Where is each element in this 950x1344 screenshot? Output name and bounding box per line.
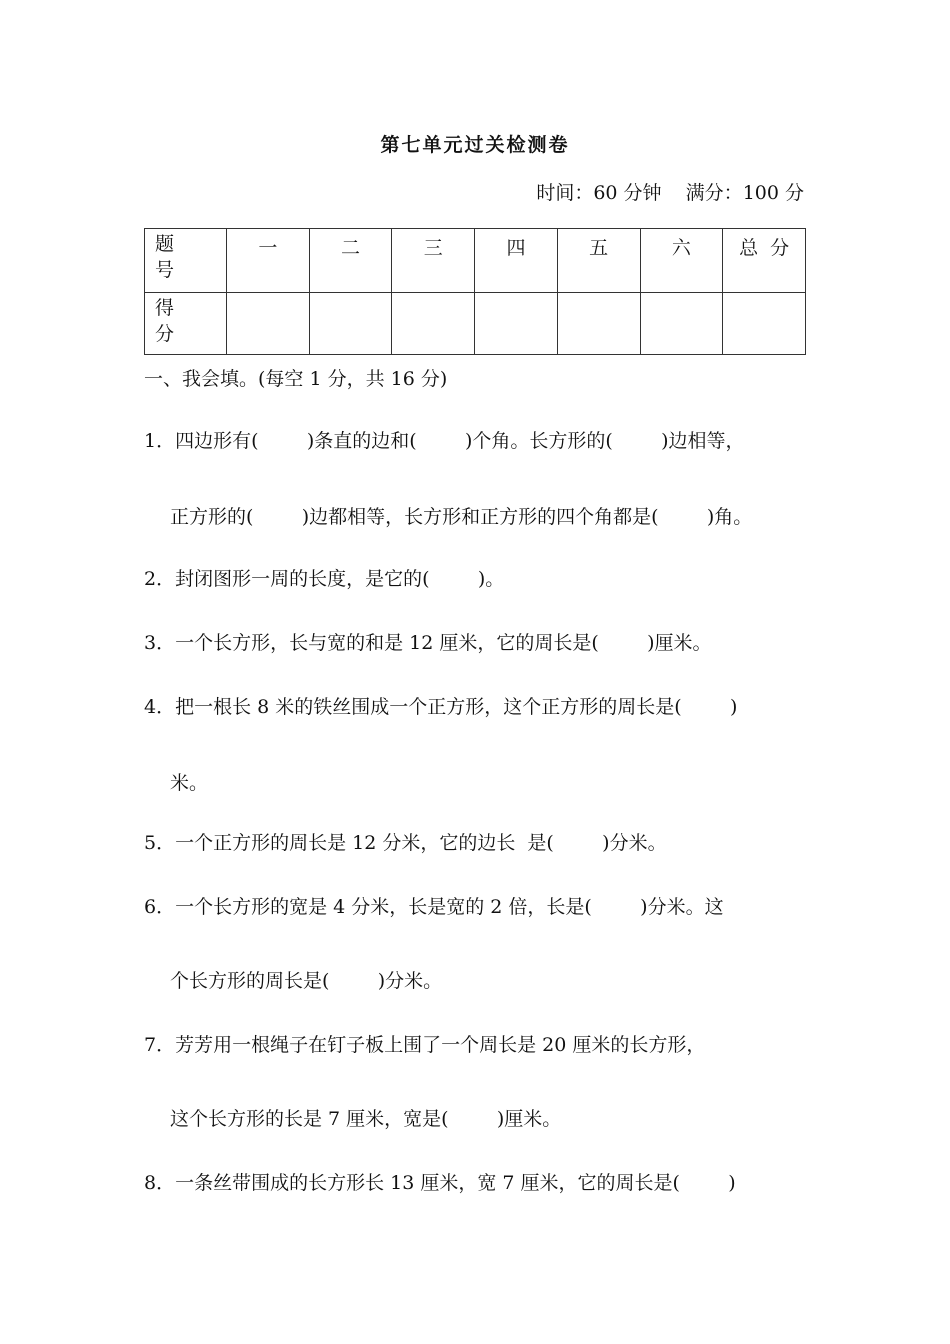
question-5: 5．一个正方形的周长是 12 分米，它的边长 是( )分米。 — [144, 832, 667, 854]
col-head-total: 总 分 — [723, 229, 806, 293]
table-row — [145, 229, 806, 293]
row-head-score — [145, 293, 227, 355]
question-3: 3．一个长方形，长与宽的和是 12 厘米，它的周长是( )厘米。 — [144, 632, 712, 654]
score-cell[interactable] — [309, 293, 392, 355]
page-title: 第七单元过关检测卷 — [380, 134, 570, 156]
question-8: 8．一条丝带围成的长方形长 13 厘米，宽 7 厘米，它的周长是( ) — [144, 1172, 736, 1194]
question-4-line-1: 4．把一根长 8 米的铁丝围成一个正方形，这个正方形的周长是( ) — [144, 696, 738, 718]
score-cell[interactable] — [392, 293, 475, 355]
col-head: 五 — [557, 229, 640, 293]
question-7-line-2: 这个长方形的长是 7 厘米，宽是( )厘米。 — [170, 1108, 562, 1130]
score-cell[interactable] — [227, 293, 310, 355]
table-row — [145, 293, 806, 355]
question-1-line-1: 1．四边形有( )条直的边和( )个角。长方形的( )边相等， — [144, 430, 745, 452]
question-7-line-1: 7．芳芳用一根绳子在钉子板上围了一个周长是 20 厘米的长方形， — [144, 1034, 706, 1056]
col-head: 二 — [309, 229, 392, 293]
row-head-question — [145, 229, 227, 293]
question-2: 2．封闭图形一周的长度，是它的( )。 — [144, 568, 505, 590]
score-cell[interactable] — [475, 293, 558, 355]
score-cell[interactable] — [640, 293, 723, 355]
score-cell[interactable] — [557, 293, 640, 355]
question-6-line-1: 6．一个长方形的宽是 4 分米，长是宽的 2 倍，长是( )分米。这 — [144, 896, 724, 918]
question-1-line-2: 正方形的( )边都相等，长方形和正方形的四个角都是( )角。 — [170, 506, 753, 528]
row-head-score-b: 分 — [155, 323, 175, 345]
exam-meta: 时间：60 分钟 满分：100 分 — [536, 182, 804, 204]
question-6-line-2: 个长方形的周长是( )分米。 — [170, 970, 443, 992]
row-head-question-b: 号 — [155, 259, 175, 281]
section-heading: 一、我会填。(每空 1 分，共 16 分) — [144, 368, 448, 390]
row-head-score-a: 得 — [155, 297, 175, 319]
col-head: 六 — [640, 229, 723, 293]
question-4-line-2: 米。 — [170, 772, 209, 794]
score-cell[interactable] — [723, 293, 806, 355]
col-head: 四 — [475, 229, 558, 293]
col-head: 一 — [227, 229, 310, 293]
row-head-question-a: 题 — [155, 233, 175, 255]
score-table — [144, 228, 806, 355]
col-head: 三 — [392, 229, 475, 293]
